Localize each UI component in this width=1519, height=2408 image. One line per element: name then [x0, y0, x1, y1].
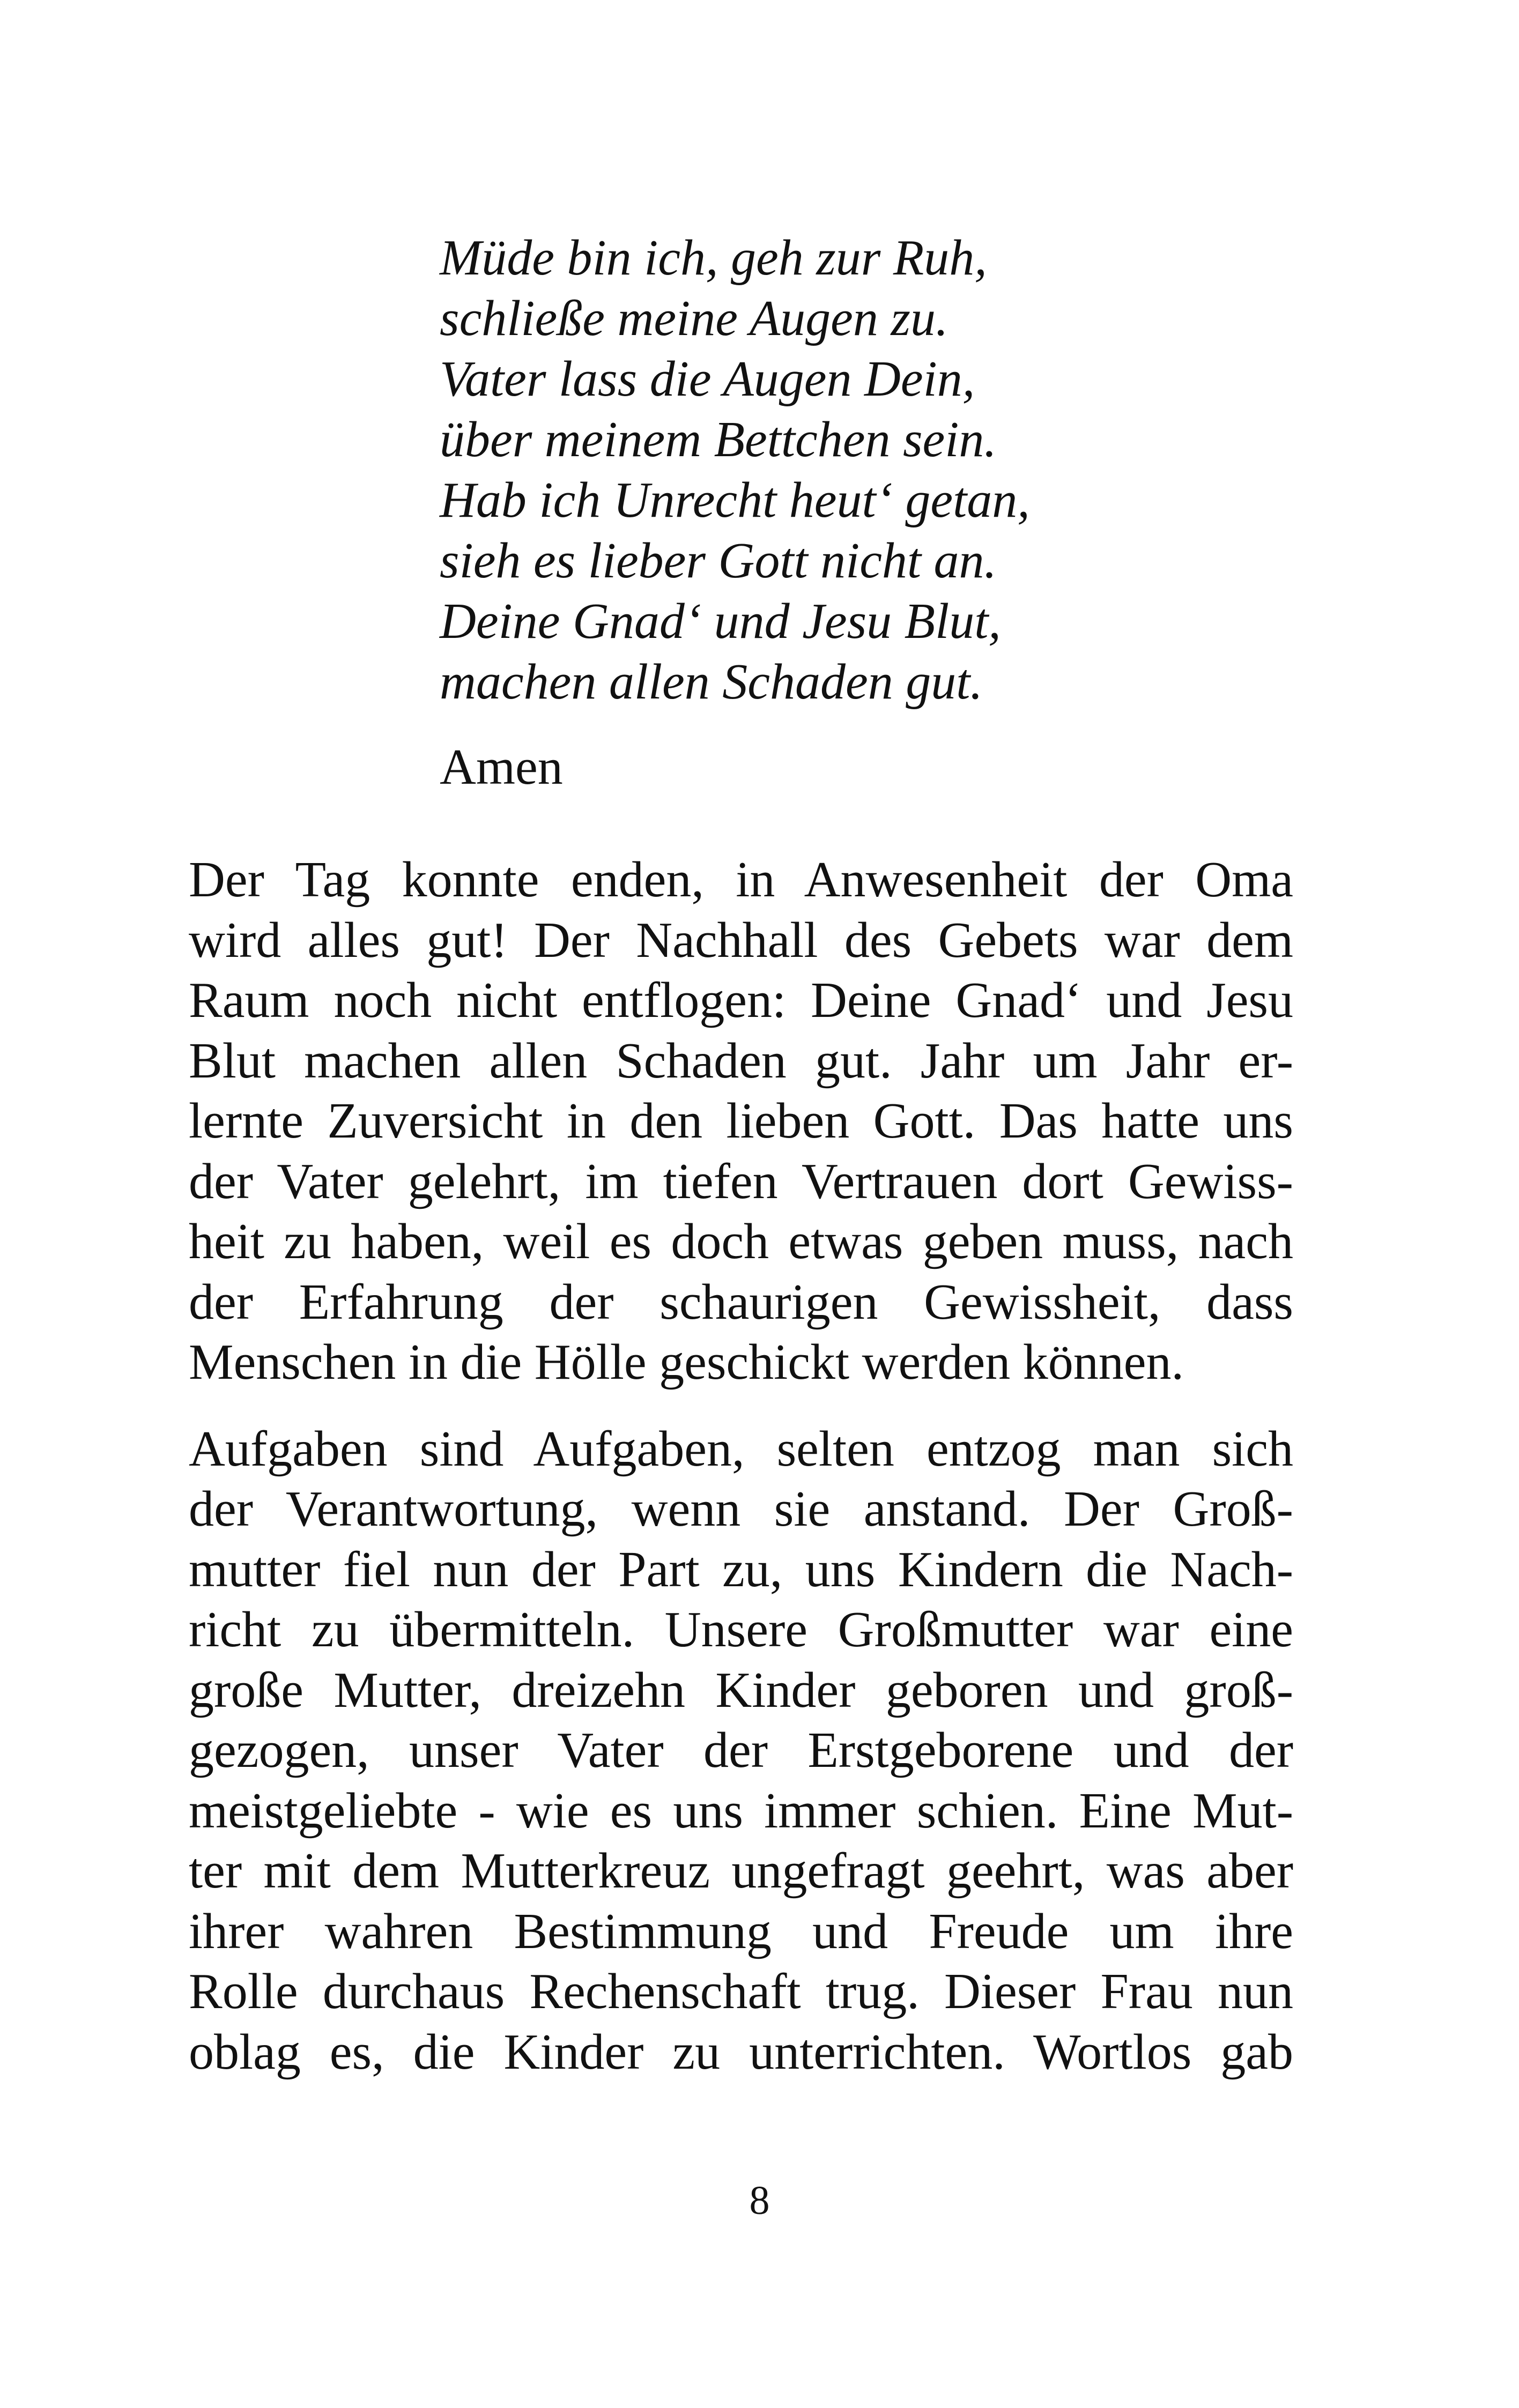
prayer-amen: Amen: [440, 739, 563, 795]
prayer-poem: [440, 228, 1298, 798]
page-number: 8: [749, 2178, 770, 2223]
poem-line: Müde bin ich, geh zur Ruh,: [440, 230, 987, 286]
poem-line: Hab ich Unrecht heut‘ getan,: [440, 472, 1030, 528]
text-line: große Mutter, dreizehn Kinder geboren und groß-: [189, 1662, 1293, 1718]
poem-line: sieh es lieber Gott nicht an.: [440, 533, 997, 589]
text-line: der Verantwortung, wenn sie anstand. Der Groß-: [189, 1481, 1293, 1537]
body-text: [189, 850, 1293, 2108]
poem-line: Vater lass die Augen Dein,: [440, 351, 975, 407]
text-line: Rolle durchaus Rechenschaft trug. Dieser Frau nun: [189, 1964, 1293, 2019]
text-line: Blut machen allen Schaden gut. Jahr um Jahr er-: [189, 1032, 1293, 1089]
text-line: ter mit dem Mutterkreuz ungefragt geehrt, was aber: [189, 1843, 1293, 1899]
paragraph-2: [189, 1419, 1293, 2083]
text-line: Der Tag konnte enden, in Anwesenheit der Oma: [189, 852, 1293, 908]
text-line: richt zu übermitteln. Unsere Großmutter war eine: [189, 1602, 1293, 1658]
text-line: oblag es, die Kinder zu unterrichten. Wortlos gab: [189, 2024, 1293, 2080]
poem-line: schließe meine Augen zu.: [440, 291, 949, 346]
text-line: meistgeliebte - wie es uns immer schien. Eine Mut-: [189, 1782, 1293, 1839]
text-line: ihrer wahren Bestimmung und Freude um ihre: [189, 1903, 1293, 1959]
text-line: gezogen, unser Vater der Erstgeborene und der: [189, 1722, 1293, 1778]
text-line: Raum noch nicht entflogen: Deine Gnad‘ und Jesu: [189, 972, 1293, 1028]
poem-line: Deine Gnad‘ und Jesu Blut,: [440, 593, 1001, 649]
text-line: Menschen in die Hölle geschickt werden können.: [189, 1334, 1184, 1390]
text-line: lernte Zuversicht in den lieben Gott. Das hatte uns: [189, 1093, 1293, 1149]
text-line: Aufgaben sind Aufgaben, selten entzog man sich: [189, 1421, 1293, 1477]
text-line: der Erfahrung der schaurigen Gewissheit, dass: [189, 1274, 1293, 1330]
poem-line: machen allen Schaden gut.: [440, 654, 983, 710]
text-line: mutter fiel nun der Part zu, uns Kindern die Nach-: [189, 1541, 1293, 1597]
poem-line: über meinem Bettchen sein.: [440, 412, 997, 467]
text-line: der Vater gelehrt, im tiefen Vertrauen dort Gewiss-: [189, 1153, 1293, 1209]
text-line: wird alles gut! Der Nachhall des Gebets war dem: [189, 912, 1293, 968]
text-line: heit zu haben, weil es doch etwas geben muss, nach: [189, 1214, 1293, 1269]
paragraph-1: [189, 850, 1293, 1393]
